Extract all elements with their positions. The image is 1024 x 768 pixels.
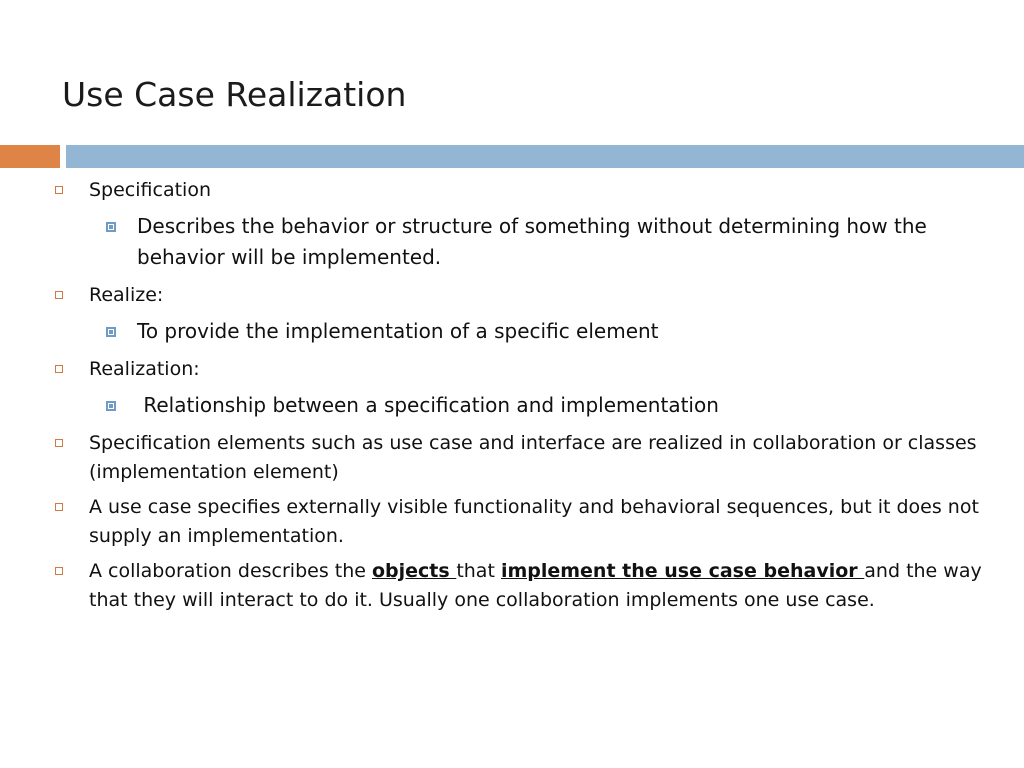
square-bullet-icon [55, 567, 63, 575]
square-bullet-icon [55, 186, 63, 194]
accent-bar-orange [0, 145, 60, 168]
square-bullet-icon [55, 291, 63, 299]
sub-list-item [0, 316, 1024, 347]
bullet-text: Specification elements such as use case and interface are realized in collaboration or classes (implementation element) [89, 432, 977, 483]
emphasized-term-objects: objects [371, 560, 457, 582]
list-item [0, 176, 1024, 205]
bullet-text: Realize: [89, 284, 164, 306]
bullet-text: Realization: [89, 358, 200, 380]
slide-title: Use Case Realization [62, 75, 407, 114]
filled-square-bullet-icon [106, 327, 116, 337]
square-bullet-icon [55, 365, 63, 373]
sub-list-item [0, 211, 1024, 273]
filled-square-bullet-icon [106, 222, 116, 232]
sub-bullet-text: To provide the implementation of a specific element [137, 319, 659, 343]
bullet-text-part: and the way that they will interact to do it. Usually one collaboration implements one use case. [89, 560, 982, 611]
list-item [0, 355, 1024, 384]
list-item [0, 557, 1024, 615]
list-item [0, 429, 1024, 487]
bullet-list [0, 176, 1024, 621]
bullet-text: Specification [89, 179, 211, 201]
bullet-text-part: that [456, 560, 501, 582]
sub-bullet-text: Relationship between a specification and implementation [137, 393, 719, 417]
filled-square-bullet-icon [106, 401, 116, 411]
sub-bullet-text: Describes the behavior or structure of something without determining how the behavior will be implemented. [137, 214, 927, 269]
list-item [0, 493, 1024, 551]
sub-list-item [0, 390, 1024, 421]
square-bullet-icon [55, 503, 63, 511]
bullet-text-part: A collaboration describes the [89, 560, 372, 582]
square-bullet-icon [55, 439, 63, 447]
list-item [0, 281, 1024, 310]
accent-bar-blue [66, 145, 1024, 168]
bullet-text: A use case specifies externally visible functionality and behavioral sequences, but it does not supply an implementation. [89, 496, 979, 547]
emphasized-term-behavior: implement the use case behavior [500, 560, 865, 582]
